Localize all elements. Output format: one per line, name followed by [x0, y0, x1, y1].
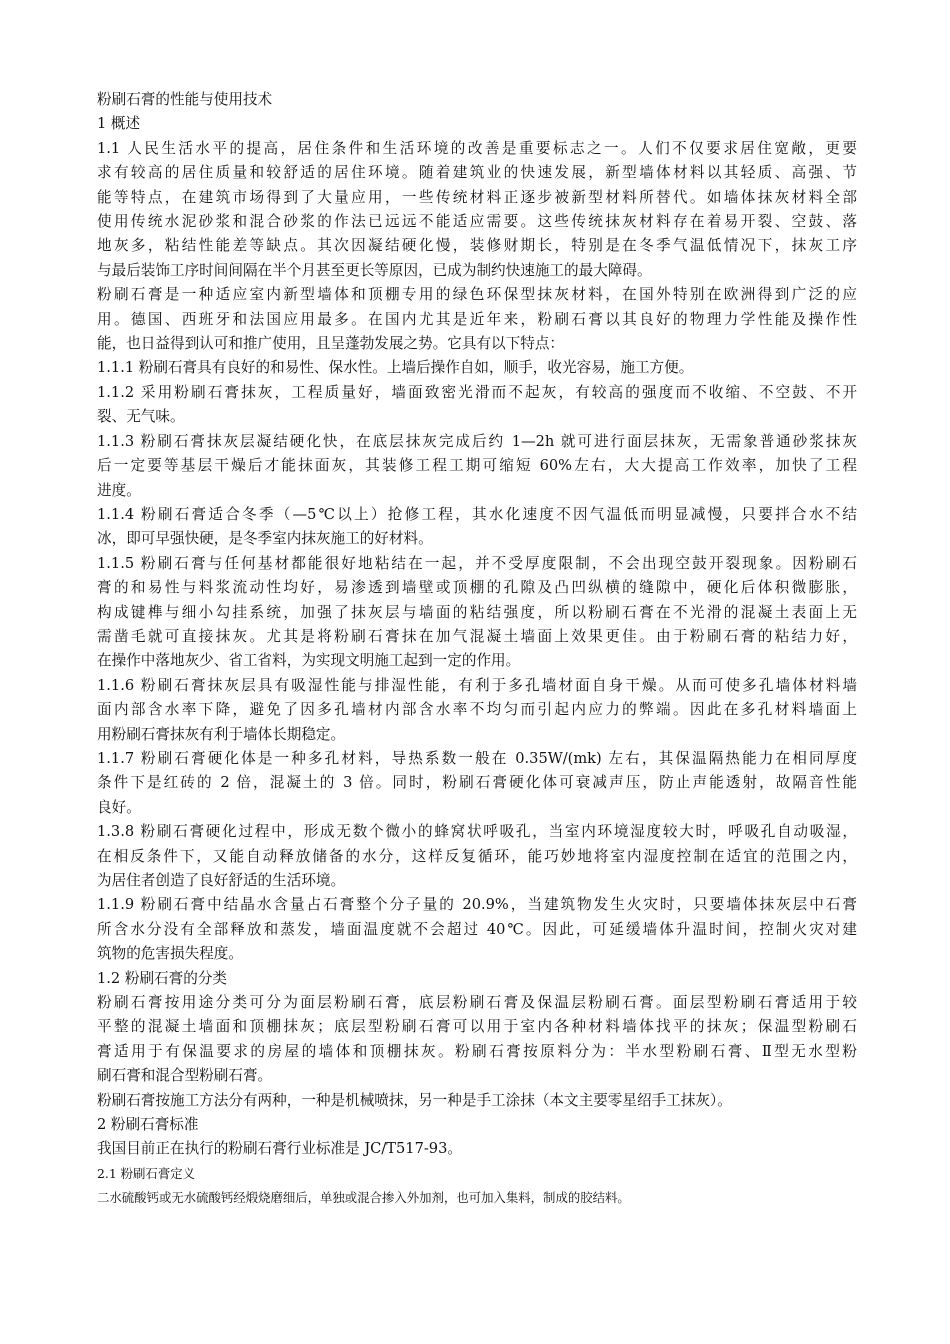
text-line: 后一定要等基层干燥后才能抹面灰，其装修工程工期可缩短 60%左右，大大提高工作效率，加快了工程 — [97, 457, 857, 475]
text-line: 用。德国、西班牙和法国应用最多。在国内尤其是近年来，粉刷石膏以其良好的物理力学性能及操作性 — [97, 310, 857, 328]
text-line: 膏适用于有保温要求的房屋的墙体和顶棚抹灰。粉刷石膏按原料分为：半水型粉刷石膏、Ⅱ型无水型粉 — [97, 1042, 857, 1060]
text-line: 1 概述 — [97, 115, 141, 133]
text-line: 求有较高的居住质量和较舒适的居住环境。随着建筑业的快速发展，新型墙体材料以其轻质、高强、节 — [97, 164, 857, 182]
text-line: 粉刷石膏按用途分类可分为面层粉刷石膏，底层粉刷石膏及保温层粉刷石膏。面层型粉刷石膏适用于较 — [97, 994, 857, 1012]
text-line: 1.1.5 粉刷石膏与任何基材都能很好地粘结在一起，并不受厚度限制，不会出现空鼓开裂现象。因粉刷石 — [97, 554, 857, 572]
text-line: 为居住者创造了良好舒适的生活环境。 — [97, 872, 346, 889]
text-line: 构成键榫与细小勾挂系统，加强了抹灰层与墙面的粘结强度，所以粉刷石膏在不光滑的混凝土表面上无 — [97, 603, 857, 621]
text-line: 面内部含水率下降，避免了因多孔墙材内部含水率不均匀而引起内应力的弊端。因此在多孔材料墙面上 — [97, 701, 857, 719]
text-line: 1.3.8 粉刷石膏硬化过程中，形成无数个微小的蜂窝状呼吸孔，当室内环境湿度较大时，呼吸孔自动吸湿， — [97, 823, 857, 841]
text-line: 1.1.9 粉刷石膏中结晶水含量占石膏整个分子量的 20.9%，当建筑物发生火灾时，只要墙体抹灰层中石膏 — [97, 896, 857, 914]
text-line: 刷石膏和混合型粉刷石膏。 — [97, 1067, 273, 1085]
text-line: 1.1.4 粉刷石膏适合冬季（—5℃以上）抢修工程，其水化速度不因气温低而明显减慢，只要拌合水不结 — [97, 505, 857, 523]
text-line: 能等特点，在建筑市场得到了大量应用，一些传统材料正逐步被新型材料所替代。如墙体抹灰材料全部 — [97, 188, 857, 206]
text-line: 平整的混凝土墙面和顶棚抹灰；底层型粉刷石膏可以用于室内各种材料墙体找平的抹灰；保温型粉刷石 — [97, 1018, 857, 1036]
text-line: 1.2 粉刷石膏的分类 — [97, 969, 228, 987]
text-line: 2.1 粉刷石膏定义 — [97, 1165, 195, 1181]
text-line: 1.1.7 粉刷石膏硬化体是一种多孔材料，导热系数一般在 0.35W/(mk) 左右，其保温隔热能力在相同厚度 — [97, 749, 857, 767]
text-line: 1.1 人民生活水平的提高，居住条件和生活环境的改善是重要标志之一。人们不仅要求居住宽敞，更要 — [97, 139, 857, 157]
text-line: 二水硫酸钙或无水硫酸钙经煅烧磨细后，单独或混合掺入外加剂，也可加入集料，制成的胶结料。 — [97, 1190, 630, 1206]
text-line: 进度。 — [97, 481, 141, 499]
text-line: 膏的和易性与料浆流动性均好，易渗透到墙壁或顶棚的孔隙及凸凹纵横的缝隙中，硬化后体积微膨胀， — [97, 579, 857, 597]
text-line: 1.1.1 粉刷石膏具有良好的和易性、保水性。上墙后操作自如，顺手，收光容易，施工方便。 — [97, 359, 694, 377]
text-line: 冰，即可早强快硬，是冬季室内抹灰施工的好材料。 — [97, 530, 433, 548]
text-line: 需凿毛就可直接抹灰。尤其是将粉刷石膏抹在加气混凝土墙面上效果更佳。由于粉刷石膏的粘结力好， — [97, 627, 857, 645]
text-line: 粉刷石膏的性能与使用技术 — [97, 91, 273, 108]
text-line: 我国目前正在执行的粉刷石膏行业标准是 JC/T517-93。 — [97, 1140, 462, 1158]
text-line: 粉刷石膏是一种适应室内新型墙体和顶棚专用的绿色环保型抹灰材料，在国外特别在欧洲得到广泛的应 — [97, 286, 857, 304]
text-line: 裂、无气味。 — [97, 408, 185, 426]
text-line: 用粉刷石膏抹灰有利于墙体长期稳定。 — [97, 725, 346, 743]
text-line: 良好。 — [97, 798, 141, 816]
text-line: 筑物的危害损失程度。 — [97, 945, 243, 963]
text-line: 1.1.6 粉刷石膏抹灰层具有吸湿性能与排湿性能，有利于多孔墙材面自身干燥。从而可使多孔墙体材料墙 — [97, 676, 857, 694]
text-line: 地灰多，粘结性能差等缺点。其次因凝结硬化慢，装修财期长，特别是在冬季气温低情况下，抹灰工序 — [97, 237, 857, 255]
text-line: 条件下是红砖的 2 倍，混凝土的 3 倍。同时，粉刷石膏硬化体可衰减声压，防止声能透射，故隔音性能 — [97, 774, 857, 792]
text-line: 粉刷石膏按施工方法分有两种，一种是机械喷抹，另一种是手工涂抹（本文主要零星绍手工抹灰）。 — [97, 1091, 732, 1109]
text-line: 2 粉刷石膏标准 — [97, 1116, 199, 1134]
text-line: 与最后装饰工序时间间隔在半个月甚至更长等原因，已成为制约快速施工的最大障碍。 — [97, 261, 652, 279]
text-line: 在相反条件下，又能自动释放储备的水分，这样反复循环，能巧妙地将室内湿度控制在适宜的范围之内， — [97, 847, 857, 865]
text-line: 1.1.3 粉刷石膏抹灰层凝结硬化快，在底层抹灰完成后约 1—2h 就可进行面层抹灰，无需象普通砂浆抹灰 — [97, 432, 857, 450]
document-page — [97, 88, 857, 1211]
text-line: 使用传统水泥砂浆和混合砂浆的作法已远远不能适应需要。这些传统抹灰材料存在着易开裂、空鼓、落 — [97, 213, 857, 231]
text-line: 能，也日益得到认可和推广使用，且呈蓬勃发展之势。它具有以下特点： — [97, 335, 565, 353]
text-line: 在操作中落地灰少、省工省料，为实现文明施工起到一定的作用。 — [97, 652, 521, 670]
text-line: 1.1.2 采用粉刷石膏抹灰，工程质量好，墙面致密光滑而不起灰，有较高的强度而不收缩、不空鼓、不开 — [97, 383, 857, 401]
text-line: 所含水分没有全部释放和蒸发，墙面温度就不会超过 40℃。因此，可延缓墙体升温时间，控制火灾对建 — [97, 920, 857, 938]
